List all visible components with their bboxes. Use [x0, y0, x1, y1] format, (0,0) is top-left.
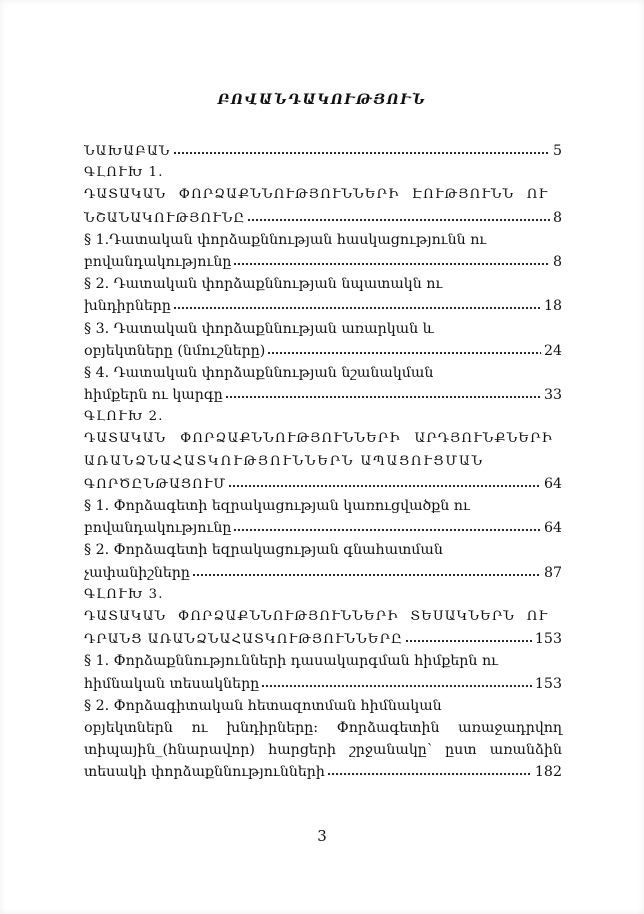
dot-leader — [261, 684, 532, 688]
section-2-1-title-line: § 1. Փորձագետի եզրակացության կառուցվածքն ու — [84, 498, 470, 514]
section-1-3-title-line: § 3. Դատական փորձաքննության առարկան և — [84, 320, 434, 337]
dot-leader — [173, 151, 550, 155]
section-2-2-title-line: § 2. Փորձագետի եզրակացության գնահատման — [84, 542, 443, 559]
toc-entry-text: ԴՐԱՆՑ ԱՌԱՆՁՆԱՀԱՏԿՈՒԹՅՈՒՆՆԵՐԸ — [84, 632, 404, 648]
dot-leader — [228, 484, 541, 488]
dot-leader — [327, 772, 532, 776]
dot-leader — [233, 262, 550, 266]
dot-leader — [225, 395, 541, 399]
dot-leader — [192, 573, 541, 577]
toc-entry-section-2-1 — [84, 517, 562, 539]
toc-entry-text: ՆԱԽԱԲԱՆ — [84, 144, 171, 159]
toc-entry-preface — [84, 140, 562, 162]
toc-entry-text: տեսակի փորձաքննությունների — [84, 764, 325, 781]
toc-page-number: 182 — [534, 764, 562, 781]
toc-page-number: 64 — [543, 520, 562, 537]
section-3-2-title-line: § 2. Փորձագիտական հետազոտման հիմնական — [84, 697, 442, 714]
dot-leader — [247, 218, 550, 222]
toc-entry-chapter-1 — [84, 207, 562, 229]
toc-entry-section-3-2 — [84, 761, 562, 783]
toc-page-number: 153 — [534, 631, 562, 648]
toc-page-number: 153 — [534, 675, 562, 692]
toc-entry-text: խնդիրները — [84, 298, 171, 315]
page-number: 3 — [317, 827, 327, 845]
section-3-2-title-line: օբյեկտներն ու խնդիրները: Փորձագետին առաջադրվող — [84, 719, 562, 736]
toc-page-number: 8 — [552, 253, 562, 270]
toc-entry-text: հիմնական տեսակները — [84, 675, 260, 692]
dot-leader — [267, 351, 541, 355]
section-1-2-title-line: § 2. Դատական փորձաքննության նպատակն ու — [84, 276, 443, 293]
toc-page-number: 5 — [552, 143, 562, 159]
section-3-1-title-line: § 1. Փորձաքննությունների դասակարգման հիմքերն ու — [84, 653, 499, 670]
section-1-4-title-line: § 4. Դատական փորձաքննության նշանակման — [84, 364, 434, 381]
toc-page-number: 18 — [543, 298, 562, 315]
chapter-2-label: ԳԼՈՒԽ 2. — [84, 409, 164, 425]
chapter-3-title-line: ԴԱՏԱԿԱՆ ՓՈՐՁԱՔՆՆՈՒԹՅՈՒՆՆԵՐԻ ՏԵՍԱԿՆԵՐՆ ՈՒ — [84, 608, 548, 624]
chapter-3-label: ԳԼՈՒԽ 3. — [84, 586, 164, 602]
toc-entry-section-1-4 — [84, 384, 562, 406]
toc-page-number: 64 — [543, 475, 562, 492]
toc-entry-text: բովանդակությունը — [84, 253, 232, 270]
section-1-1-title-line: § 1.Դատական փորձաքննության հասկացությունն ու — [84, 231, 487, 248]
dot-leader — [405, 639, 532, 643]
toc-entry-section-3-1 — [84, 673, 562, 695]
toc-entry-chapter-2 — [84, 473, 562, 495]
chapter-2-title-line: ԱՌԱՆՁՆԱՀԱՏԿՈՒԹՅՈՒՆՆԵՐՆ ԱՊԱՑՈՒՑՄԱՆ — [84, 453, 485, 469]
dot-leader — [173, 306, 541, 310]
table-of-contents — [84, 140, 562, 783]
section-3-2-title-line: տիպային_(հնարավոր) հարցերի շրջանակը՝ ըստ առանձին — [84, 742, 562, 759]
chapter-2-title-line: ԴԱՏԱԿԱՆ ՓՈՐՁԱՔՆՆՈՒԹՅՈՒՆՆԵՐԻ ԱՐԴՅՈՒՆՔՆԵՐԻ — [84, 431, 553, 447]
toc-entry-text: ՆՇԱՆԱԿՈՒԹՅՈՒՆԸ — [84, 210, 246, 226]
toc-entry-chapter-3 — [84, 628, 562, 650]
toc-entry-section-2-2 — [84, 562, 562, 584]
dot-leader — [233, 528, 541, 532]
toc-entry-section-1-2 — [84, 295, 562, 317]
toc-page-number: 33 — [543, 387, 562, 404]
toc-entry-section-1-3 — [84, 340, 562, 362]
chapter-1-title-line: ԴԱՏԱԿԱՆ ՓՈՐՁԱՔՆՆՈՒԹՅՈՒՆՆԵՐԻ ԷՈՒԹՅՈՒՆՆ ՈՒ — [84, 187, 548, 203]
toc-entry-text: օբյեկտները (նմուշները) — [84, 342, 266, 359]
toc-page-number: 87 — [543, 564, 562, 581]
toc-entry-text: հիմքերն ու կարգը — [84, 387, 223, 404]
toc-title: ԲՈՎԱՆԴԱԿՈՒԹՅՈՒՆ — [217, 92, 427, 108]
toc-page-number: 8 — [552, 209, 562, 226]
chapter-1-label: ԳԼՈՒԽ 1. — [84, 165, 164, 181]
toc-entry-text: բովանդակությունը — [84, 520, 232, 537]
toc-entry-section-1-1 — [84, 251, 562, 273]
toc-entry-text: չափանիշները — [84, 564, 190, 581]
toc-page-number: 24 — [543, 342, 562, 359]
toc-entry-text: ԳՈՐԾԸՆԹԱՑՈՒՄ — [84, 476, 227, 492]
